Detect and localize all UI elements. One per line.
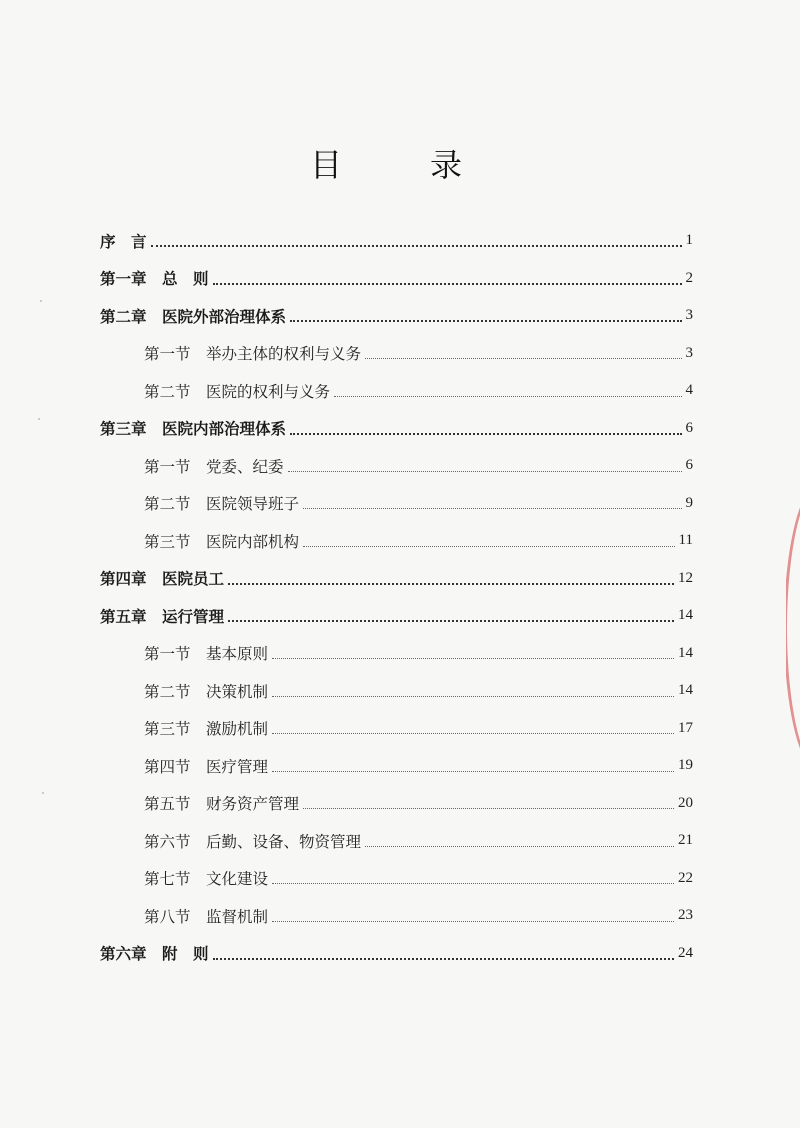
dot-leader <box>213 282 682 285</box>
dot-leader <box>151 244 682 247</box>
scan-speck <box>42 792 44 794</box>
toc-page-number: 14 <box>678 607 693 624</box>
toc-chapter-entry <box>100 935 693 973</box>
dot-leader <box>272 657 674 659</box>
dot-leader <box>272 770 674 772</box>
toc-section-entry <box>100 672 693 710</box>
toc-page-number: 3 <box>685 307 693 324</box>
toc-section-entry <box>100 335 693 373</box>
toc-page-number: 20 <box>678 794 693 811</box>
toc-entry-label: 第一节 基本原则 <box>144 645 269 664</box>
toc-page-number: 21 <box>678 832 693 849</box>
toc-section-entry <box>100 897 693 935</box>
dot-leader <box>303 507 681 509</box>
dot-leader <box>272 732 674 734</box>
page-title: 目 录 <box>309 146 490 184</box>
dot-leader <box>213 957 674 960</box>
dot-leader <box>228 582 674 585</box>
dot-leader <box>365 357 681 359</box>
toc-chapter-entry <box>100 560 693 598</box>
toc-section-entry <box>100 635 693 673</box>
toc-page-number: 14 <box>678 682 693 699</box>
toc-page-number: 22 <box>678 869 693 886</box>
toc-section-entry <box>100 447 693 485</box>
toc-page-number: 6 <box>685 457 693 474</box>
toc-entry-label: 第六章 附 则 <box>100 944 209 964</box>
dot-leader <box>334 395 681 397</box>
toc-page-number: 11 <box>678 532 693 549</box>
seal-arc <box>786 480 800 776</box>
toc-entry-label: 序 言 <box>100 231 147 251</box>
toc-chapter-entry <box>100 260 693 298</box>
toc-page-number: 2 <box>685 269 693 286</box>
toc-entry-label: 第三节 医院内部机构 <box>144 532 300 551</box>
toc-section-entry <box>100 522 693 560</box>
toc-page-number: 14 <box>678 644 693 661</box>
toc-chapter-entry <box>100 597 693 635</box>
toc-section-entry <box>100 747 693 785</box>
toc-entry-label: 第八节 监督机制 <box>144 907 269 926</box>
dot-leader <box>288 470 682 472</box>
toc-page-number: 1 <box>685 232 693 249</box>
toc-entry-label: 第四章 医院员工 <box>100 569 225 589</box>
toc-entry-label: 第一节 举办主体的权利与义务 <box>144 345 362 364</box>
toc-entry-label: 第五节 财务资产管理 <box>144 795 300 814</box>
toc-entry-label: 第六节 后勤、设备、物资管理 <box>144 832 362 851</box>
dot-leader <box>272 695 674 697</box>
toc-page-number: 23 <box>678 907 693 924</box>
toc-chapter-entry <box>100 222 693 260</box>
toc-entry-label: 第七节 文化建设 <box>144 870 269 889</box>
toc-page-number: 4 <box>685 382 693 399</box>
toc-entry-label: 第二节 决策机制 <box>144 682 269 701</box>
toc-entry-label: 第二节 医院的权利与义务 <box>144 382 331 401</box>
toc-entry-label: 第一章 总 则 <box>100 269 209 289</box>
toc-chapter-entry <box>100 297 693 335</box>
toc-page-number: 19 <box>678 757 693 774</box>
toc-entry-label: 第三节 激励机制 <box>144 720 269 739</box>
toc-section-entry <box>100 822 693 860</box>
toc-section-entry <box>100 372 693 410</box>
red-seal-stamp <box>786 470 800 790</box>
toc-entry-label: 第一节 党委、纪委 <box>144 457 284 476</box>
toc-entry-label: 第五章 运行管理 <box>100 606 225 626</box>
toc-entry-label: 第二章 医院外部治理体系 <box>100 306 287 326</box>
toc-page-number: 3 <box>685 344 693 361</box>
table-of-contents <box>100 222 693 972</box>
toc-chapter-entry <box>100 410 693 448</box>
toc-page-number: 17 <box>678 719 693 736</box>
dot-leader <box>303 807 674 809</box>
toc-section-entry <box>100 860 693 898</box>
dot-leader <box>272 920 674 922</box>
toc-entry-label: 第二节 医院领导班子 <box>144 495 300 514</box>
toc-page-number: 9 <box>685 494 693 511</box>
toc-page-number: 24 <box>678 944 693 961</box>
toc-section-entry <box>100 710 693 748</box>
dot-leader <box>272 882 674 884</box>
dot-leader <box>303 545 675 547</box>
scan-speck <box>40 300 42 302</box>
dot-leader <box>228 619 674 622</box>
dot-leader <box>290 319 681 322</box>
toc-entry-label: 第四节 医疗管理 <box>144 757 269 776</box>
toc-entry-label: 第三章 医院内部治理体系 <box>100 419 287 439</box>
dot-leader <box>290 432 681 435</box>
scan-speck <box>38 418 40 420</box>
dot-leader <box>365 845 674 847</box>
toc-page-number: 6 <box>685 419 693 436</box>
toc-section-entry <box>100 485 693 523</box>
toc-section-entry <box>100 785 693 823</box>
toc-page-number: 12 <box>678 569 693 586</box>
